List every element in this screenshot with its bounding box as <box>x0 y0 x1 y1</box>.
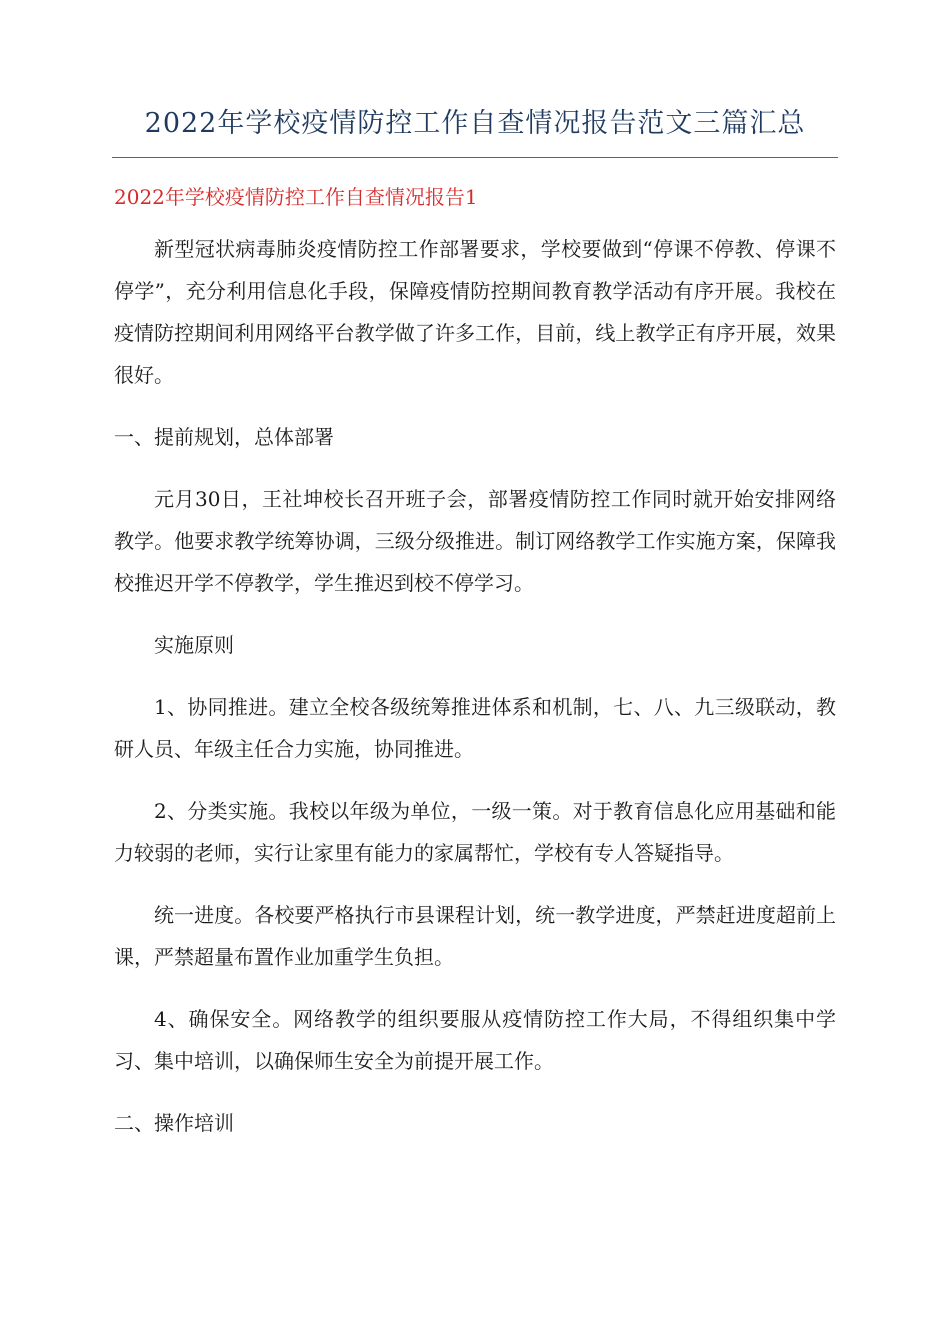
document-title: 2022年学校疫情防控工作自查情况报告范文三篇汇总 <box>144 108 806 139</box>
section-heading: 2022年学校疫情防控工作自查情况报告1 <box>114 185 478 209</box>
title-divider <box>112 157 838 158</box>
principle-3-paragraph: 统一进度。各校要严格执行市县课程计划，统一教学进度，严禁赶进度超前上课，严禁超量布置作业加重学生负担。 <box>114 903 836 969</box>
heading-training: 二、操作培训 <box>114 1111 234 1135</box>
planning-paragraph: 元月30日，王社坤校长召开班子会，部署疫情防控工作同时就开始安排网络教学。他要求教学统筹协调，三级分级推进。制订网络教学工作实施方案，保障我校推迟开学不停教学，学生推迟到校不停学习。 <box>114 487 836 595</box>
document-body <box>114 228 836 1164</box>
intro-paragraph: 新型冠状病毒肺炎疫情防控工作部署要求，学校要做到“停课不停教、停课不停学”，充分利用信息化手段，保障疫情防控期间教育教学活动有序开展。我校在疫情防控期间利用网络平台教学做了许多工作，目前，线上教学正有序开展，效果很好。 <box>114 237 836 387</box>
heading-planning: 一、提前规划，总体部署 <box>114 425 334 449</box>
principle-1-paragraph: 1、协同推进。建立全校各级统筹推进体系和机制，七、八、九三级联动，教研人员、年级主任合力实施，协同推进。 <box>114 695 836 761</box>
principle-4-paragraph: 4、确保安全。网络教学的组织要服从疫情防控工作大局，不得组织集中学习、集中培训，以确保师生安全为前提开展工作。 <box>114 1007 836 1073</box>
principle-2-paragraph: 2、分类实施。我校以年级为单位，一级一策。对于教育信息化应用基础和能力较弱的老师，实行让家里有能力的家属帮忙，学校有专人答疑指导。 <box>114 799 836 865</box>
principles-label: 实施原则 <box>154 633 234 657</box>
